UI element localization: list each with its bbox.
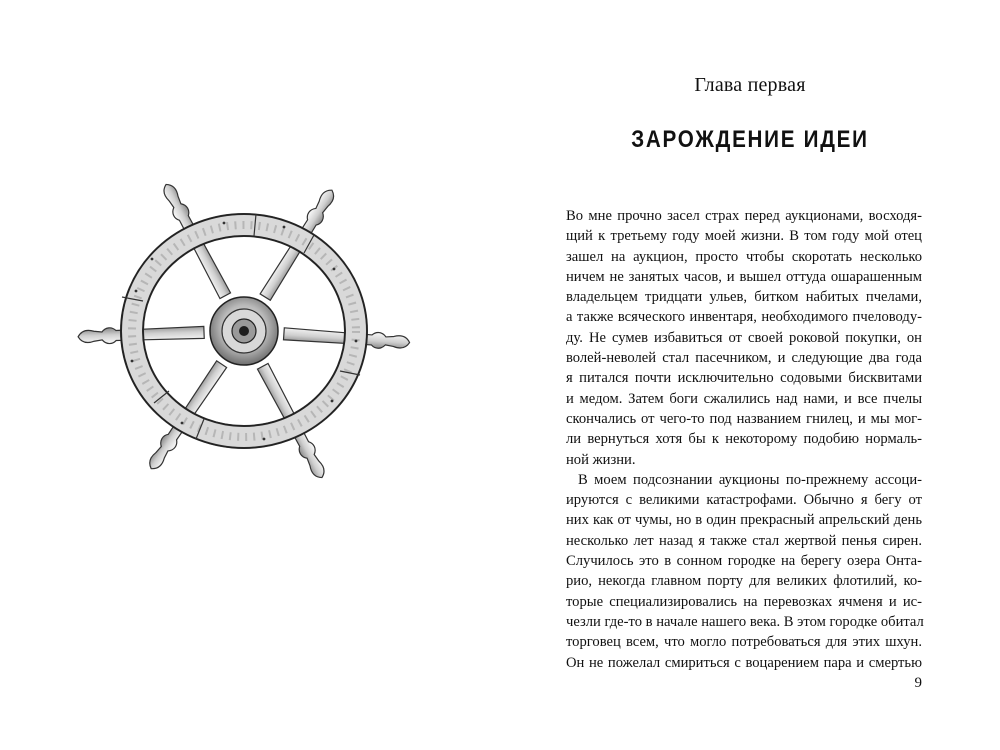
text-line: В моем подсознании аукционы по-прежнему ассоци- — [578, 471, 922, 488]
chapter-label: Глава первая — [694, 74, 806, 96]
text-line: чезли где-то в начале нашего века. В этом городке обитал — [566, 613, 924, 630]
ship-wheel-illustration — [70, 168, 430, 498]
text-line: ду. Не сумев избавиться от своей роковой покупки, он — [566, 329, 922, 346]
text-line: зашел на аукцион, просто чтобы скоротать несколько — [566, 248, 922, 265]
text-line: торговец всем, что могло потребоваться для этих шхун. — [566, 634, 922, 651]
text-line: щий к третьему году моей жизни. В том году мой отец — [566, 228, 922, 245]
text-line: волей-неволей стал пасечником, и следующие два года — [566, 350, 922, 367]
text-line: несколько лет назад я также стал жертвой пенья сирен. — [566, 532, 922, 549]
text-line: я питался почти исключительно содовыми бисквитами — [566, 370, 922, 387]
right-page — [500, 0, 1000, 750]
text-line: торые специализировались на перевозках ячменя и ис- — [566, 593, 922, 610]
text-line: рио, некогда главном порту для великих флотилий, ко- — [566, 573, 922, 590]
text-line: них как от чумы, но в один прекрасный апрельский день — [566, 512, 922, 529]
text-line: ли вернуться хотя бы к некоторому подобию нормаль- — [566, 431, 922, 448]
text-line: владельцем тридцати ульев, битком набитых пчелами, — [566, 289, 922, 306]
text-line: Случилось это в сонном городке на берегу озера Онта- — [566, 553, 922, 570]
text-line: и медом. Затем боги сжалились над нами, и все пчелы — [566, 390, 922, 407]
text-line: Во мне прочно засел страх перед аукционами, восходя- — [566, 208, 922, 224]
text-line: ной жизни. — [566, 451, 636, 468]
page-number: 9 — [914, 675, 922, 691]
body-text — [566, 206, 922, 673]
text-line: скончались от чего-то под названием гнилец, и мы мог- — [566, 410, 922, 427]
chapter-title: ЗАРОЖДЕНИЕ ИДЕИ — [631, 126, 869, 153]
text-line: ничем не занятых часов, и вышел оттуда ошарашенным — [566, 268, 922, 285]
text-line: Он не пожелал смириться с воцарением пара и смертью — [566, 654, 922, 671]
text-line: а также всяческого инвентаря, необходимого пчеловоду- — [566, 309, 922, 326]
text-line: ируются с великими катастрофами. Обычно я бегу от — [566, 492, 922, 509]
